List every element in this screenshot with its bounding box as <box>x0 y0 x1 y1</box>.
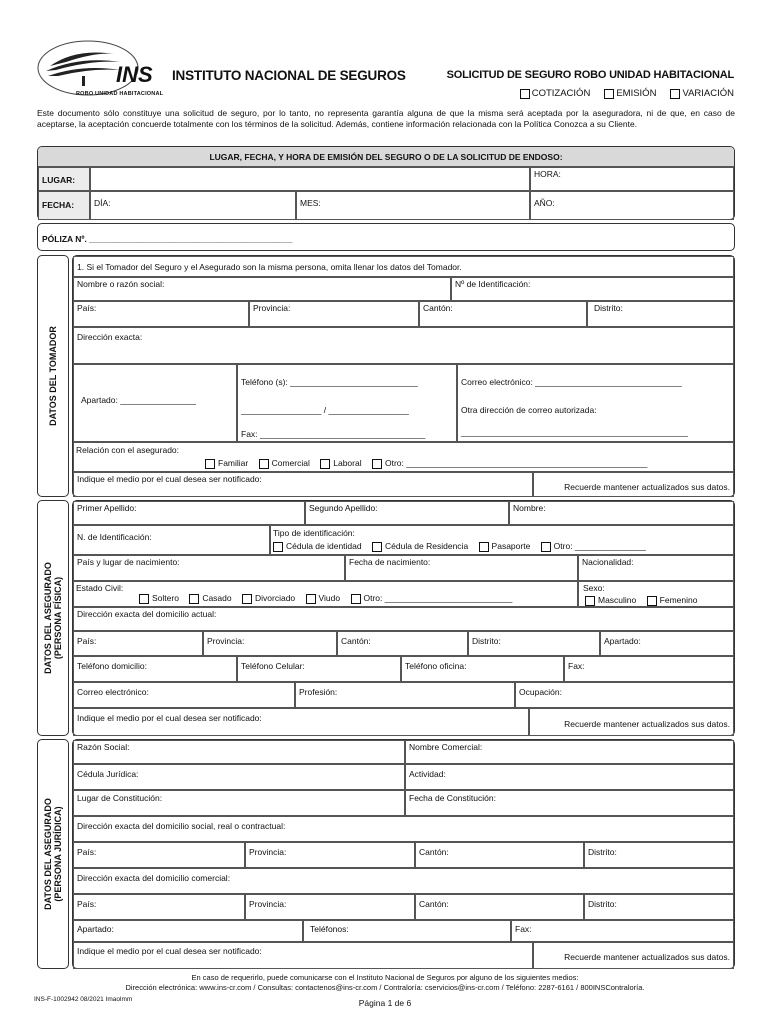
fisica-tel-dom-field[interactable]: Teléfono domicilio: <box>73 656 237 682</box>
fisica-nacionalidad-field[interactable]: Nacionalidad: <box>578 555 734 581</box>
fisica-apartado-field[interactable]: Apartado: <box>600 631 734 656</box>
fisica-segundo-apellido-field[interactable]: Segundo Apellido: <box>305 501 509 525</box>
juridica-pais2-field[interactable]: País: <box>73 894 245 920</box>
checkbox-icon[interactable] <box>479 542 489 552</box>
fisica-civil-label: Estado Civil: <box>76 583 124 593</box>
option-emision[interactable]: EMISIÓN <box>604 88 656 99</box>
fisica-profesion-field[interactable]: Profesión: <box>295 682 515 708</box>
fisica-ocupacion-field[interactable]: Ocupación: <box>515 682 734 708</box>
footer-contact-intro: En caso de requerirlo, puede comunicarse con el Instituto Nacional de Seguros por alguno de los siguientes medios: <box>191 973 579 982</box>
rel-otro[interactable]: Otro: ___________________________________________________ <box>372 458 647 469</box>
juridica-medio-field[interactable]: Indique el medio por el cual desea ser notificado: <box>73 942 533 969</box>
tomador-medio-field[interactable]: Indique el medio por el cual desea ser notificado: <box>73 472 533 497</box>
checkbox-icon[interactable] <box>670 89 680 99</box>
fisica-nombre-field[interactable]: Nombre: <box>509 501 734 525</box>
juridica-comercial-field[interactable]: Nombre Comercial: <box>405 740 734 764</box>
checkbox-icon[interactable] <box>189 594 199 604</box>
civil-viudo[interactable]: Viudo <box>306 593 341 604</box>
tomador-fax-field[interactable]: Fax: ___________________________________ <box>241 429 426 439</box>
juridica-fax-field[interactable]: Fax: <box>511 920 734 942</box>
fisica-section <box>72 500 735 736</box>
juridica-distrito-field[interactable]: Distrito: <box>584 842 734 868</box>
fisica-provincia-field[interactable]: Provincia: <box>203 631 337 656</box>
tomador-otro-correo-field[interactable]: ________________________________________________ <box>461 427 688 437</box>
ano-field[interactable]: AÑO: <box>530 191 734 220</box>
checkbox-icon[interactable] <box>647 596 657 606</box>
footer-form-code: INS-F-1002942 08/2021 Imaolmm <box>34 996 133 1003</box>
fisica-correo-field[interactable]: Correo electrónico: <box>73 682 295 708</box>
tipo-cedula-residencia[interactable]: Cédula de Residencia <box>372 541 468 552</box>
checkbox-icon[interactable] <box>372 542 382 552</box>
juridica-section <box>72 739 735 969</box>
juridica-fecha-field[interactable]: Fecha de Constitución: <box>405 790 734 816</box>
option-cotizacion[interactable]: COTIZACIÓN <box>520 88 591 99</box>
fisica-distrito-field[interactable]: Distrito: <box>468 631 600 656</box>
tipo-otro[interactable]: Otro: _______________ <box>541 541 646 552</box>
tomador-canton-field[interactable]: Cantón: <box>419 301 587 327</box>
hora-field[interactable]: HORA: <box>530 167 734 191</box>
checkbox-icon[interactable] <box>242 594 252 604</box>
lugar-label: LUGAR: <box>38 167 90 191</box>
fisica-tipo-options <box>273 541 654 555</box>
fisica-pais-field[interactable]: País: <box>73 631 203 656</box>
juridica-apartado-field[interactable]: Apartado: <box>73 920 303 942</box>
fisica-tipo-label: Tipo de identificación: <box>273 528 355 538</box>
fisica-nid-field[interactable]: N. de Identificación: <box>73 525 270 555</box>
form-title: SOLICITUD DE SEGURO ROBO UNIDAD HABITACIONAL <box>446 69 734 81</box>
juridica-canton-field[interactable]: Cantón: <box>415 842 584 868</box>
juridica-cedula-field[interactable]: Cédula Jurídica: <box>73 764 405 790</box>
juridica-distrito2-field[interactable]: Distrito: <box>584 894 734 920</box>
juridica-telefonos-field[interactable]: Teléfonos: <box>303 920 511 942</box>
tomador-telefono2-field[interactable]: _________________ / _________________ <box>241 405 409 415</box>
checkbox-icon[interactable] <box>273 542 283 552</box>
fisica-medio-field[interactable]: Indique el medio por el cual desea ser notificado: <box>73 708 529 736</box>
fisica-pais-nac-field[interactable]: País y lugar de nacimiento: <box>73 555 345 581</box>
tomador-pais-field[interactable]: País: <box>73 301 249 327</box>
logo-text: INS <box>116 62 153 87</box>
sexo-femenino[interactable]: Femenino <box>647 595 698 606</box>
checkbox-icon[interactable] <box>205 459 215 469</box>
juridica-razon-field[interactable]: Razón Social: <box>73 740 405 764</box>
poliza-section <box>37 223 735 251</box>
tomador-otro-correo-label: Otra dirección de correo autorizada: <box>461 405 597 415</box>
tomador-correo-field[interactable]: Correo electrónico: _______________________________ <box>461 377 682 387</box>
tomador-apartado-field[interactable]: Apartado: ________________ <box>81 395 196 405</box>
tomador-direccion-field[interactable]: Dirección exacta: <box>73 327 734 364</box>
tipo-cedula-identidad[interactable]: Cédula de identidad <box>273 541 362 552</box>
juridica-canton2-field[interactable]: Cantón: <box>415 894 584 920</box>
emission-section <box>37 146 735 220</box>
tomador-relacion-label: Relación con el asegurado: <box>76 445 180 455</box>
poliza-number-field[interactable]: PÓLIZA Nº. ___________________________________________ <box>42 234 293 244</box>
fecha-label: FECHA: <box>38 191 90 220</box>
tomador-provincia-field[interactable]: Provincia: <box>249 301 419 327</box>
checkbox-icon[interactable] <box>351 594 361 604</box>
juridica-provincia2-field[interactable]: Provincia: <box>245 894 415 920</box>
civil-otro[interactable]: Otro: ___________________________ <box>351 593 513 604</box>
tomador-relacion-options <box>205 458 655 472</box>
tomador-section <box>72 255 735 497</box>
checkbox-icon[interactable] <box>372 459 382 469</box>
civil-soltero[interactable]: Soltero <box>139 593 179 604</box>
form-header <box>36 40 736 102</box>
option-variacion[interactable]: VARIACIÓN <box>670 88 734 99</box>
fisica-primer-apellido-field[interactable]: Primer Apellido: <box>73 501 305 525</box>
juridica-actividad-field[interactable]: Actividad: <box>405 764 734 790</box>
juridica-provincia-field[interactable]: Provincia: <box>245 842 415 868</box>
tomador-telefono-field[interactable]: Teléfono (s): ___________________________ <box>241 377 418 387</box>
fisica-tel-cel-field[interactable]: Teléfono Celular: <box>237 656 401 682</box>
fisica-fax-field[interactable]: Fax: <box>564 656 734 682</box>
lugar-field[interactable] <box>90 167 530 191</box>
tomador-recuerde-note: Recuerde mantener actualizados sus datos. <box>533 472 734 497</box>
intro-disclaimer: Este documento sólo constituye una solicitud de seguro, por lo tanto, no representa garantía alguna de que la misma será aceptada por la aseguradora, ni de que, en caso de aceptarse, la aceptación concuerde totalmente con los términos de la solicitud. Además, contiene información relacionada con la Política Conozca a su Cliente. <box>37 108 735 129</box>
checkbox-icon[interactable] <box>541 542 551 552</box>
checkbox-icon[interactable] <box>520 89 530 99</box>
juridica-side-label: DATOS DEL ASEGURADO (PERSONA JURÍDICA) <box>37 739 69 969</box>
emission-title: LUGAR, FECHA, Y HORA DE EMISIÓN DEL SEGURO O DE LA SOLICITUD DE ENDOSO: <box>209 152 563 162</box>
fisica-tel-of-field[interactable]: Teléfono oficina: <box>401 656 564 682</box>
footer-contact-details: Dirección electrónica: www.ins-cr.com / Consultas: contactenos@ins-cr.com / Contraloría: cservicios@ins-cr.com / Teléfono: 2287-6161 / 800INSContraloría. <box>125 983 645 992</box>
tomador-distrito-field[interactable]: Distrito: <box>587 301 734 327</box>
rel-familiar[interactable]: Familiar <box>205 458 248 469</box>
juridica-recuerde-note: Recuerde mantener actualizados sus datos. <box>533 942 734 969</box>
mes-field[interactable]: MES: <box>296 191 530 220</box>
checkbox-icon[interactable] <box>320 459 330 469</box>
sexo-masculino[interactable]: Masculino <box>585 595 636 606</box>
juridica-lugar-field[interactable]: Lugar de Constitución: <box>73 790 405 816</box>
footer-page-number: Página 1 de 6 <box>358 998 412 1008</box>
fisica-side-label: DATOS DEL ASEGURADO (PERSONA FÍSICA) <box>37 500 69 736</box>
institution-name: INSTITUTO NACIONAL DE SEGUROS <box>172 68 406 83</box>
rel-laboral[interactable]: Laboral <box>320 458 361 469</box>
juridica-dir-comercial-field[interactable]: Dirección exacta del domicilio comercial: <box>73 868 734 894</box>
tomador-id-field[interactable]: Nº de Identificación: <box>451 277 734 301</box>
checkbox-icon[interactable] <box>585 596 595 606</box>
juridica-pais-field[interactable]: País: <box>73 842 245 868</box>
fisica-canton-field[interactable]: Cantón: <box>337 631 468 656</box>
dia-field[interactable]: DÍA: <box>90 191 296 220</box>
fisica-sexo-label: Sexo: <box>583 583 605 593</box>
tomador-note: 1. Si el Tomador del Seguro y el Asegurado son la misma persona, omita llenar los datos del Tomador. <box>73 256 734 277</box>
tomador-side-label: DATOS DEL TOMADOR <box>37 255 69 497</box>
checkbox-icon[interactable] <box>259 459 269 469</box>
logo-subtitle: ROBO UNIDAD HABITACIONAL <box>76 91 164 97</box>
rel-comercial[interactable]: Comercial <box>259 458 310 469</box>
juridica-dir-social-field[interactable]: Dirección exacta del domicilio social, real o contractual: <box>73 816 734 842</box>
fisica-fecha-nac-field[interactable]: Fecha de nacimiento: <box>345 555 578 581</box>
tomador-nombre-field[interactable]: Nombre o razón social: <box>73 277 451 301</box>
checkbox-icon[interactable] <box>604 89 614 99</box>
checkbox-icon[interactable] <box>139 594 149 604</box>
fisica-domicilio-field[interactable]: Dirección exacta del domicilio actual: <box>73 607 734 631</box>
checkbox-icon[interactable] <box>306 594 316 604</box>
fisica-civil-options <box>139 593 520 607</box>
fisica-recuerde-note: Recuerde mantener actualizados sus datos. <box>529 708 734 736</box>
tipo-pasaporte[interactable]: Pasaporte <box>479 541 531 552</box>
civil-divorciado[interactable]: Divorciado <box>242 593 295 604</box>
request-type-options <box>520 88 734 99</box>
civil-casado[interactable]: Casado <box>189 593 231 604</box>
